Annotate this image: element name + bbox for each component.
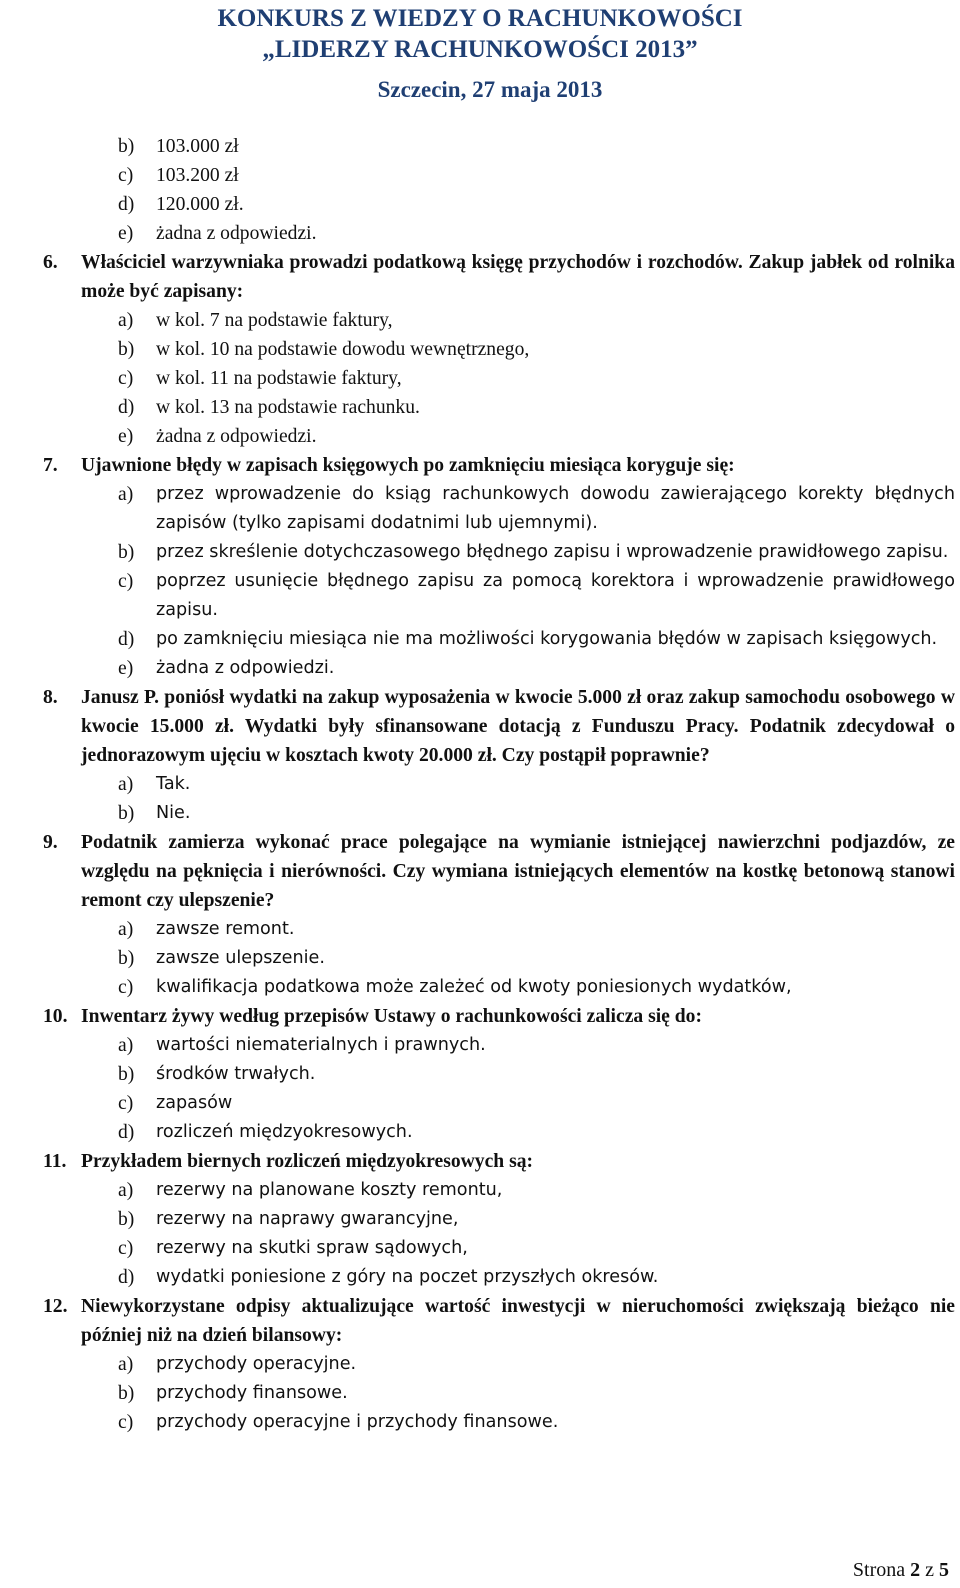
question-9 (0, 828, 960, 1002)
question-text (0, 828, 960, 915)
option-letter: c) (118, 977, 134, 998)
option-letter: b) (118, 542, 135, 563)
current-page-number: 2 (910, 1559, 921, 1581)
option-text: zawsze ulepszenie. (156, 948, 325, 968)
page-footer (853, 1559, 949, 1582)
option-text: środków trwałych. (156, 1064, 316, 1084)
option-letter: b) (118, 948, 135, 969)
answer-option (0, 538, 960, 567)
question-text (0, 1147, 960, 1176)
option-letter: a) (118, 1354, 134, 1375)
answer-option (0, 1263, 960, 1292)
option-letter: e) (118, 223, 134, 244)
option-text: żadna z odpowiedzi. (156, 658, 335, 678)
option-letter: d) (118, 1267, 135, 1288)
option-letter: b) (118, 136, 135, 157)
question-text (0, 1292, 960, 1350)
option-letter: b) (118, 339, 135, 360)
option-text: po zamknięciu miesiąca nie ma możliwości korygowania błędów w zapisach księgowych. (156, 629, 938, 649)
option-text: wydatki poniesione z góry na poczet przyszłych okresów. (156, 1267, 659, 1287)
option-text: wartości niematerialnych i prawnych. (156, 1035, 486, 1055)
option-text: poprzez usunięcie błędnego zapisu za pomocą korektora i wprowadzenie prawidłowego zapisu. (156, 571, 955, 620)
option-text: w kol. 11 na podstawie faktury, (156, 368, 402, 389)
option-letter: e) (118, 426, 134, 447)
answer-option (0, 306, 960, 335)
header-contest-title: KONKURS Z WIEDZY O RACHUNKOWOŚCI (217, 5, 743, 32)
option-letter: d) (118, 194, 135, 215)
option-text: 120.000 zł. (156, 194, 244, 215)
question-text (0, 248, 960, 306)
answer-options (0, 480, 960, 683)
answer-options (0, 1176, 960, 1292)
answer-option (0, 915, 960, 944)
option-text: rozliczeń międzyokresowych. (156, 1122, 413, 1142)
option-letter: c) (118, 571, 134, 592)
question-title: Janusz P. poniósł wydatki na zakup wyposażenia w kwocie 5.000 zł oraz zakup samochodu osobowego w kwocie 15.000 zł. Wydatki były sfinansowane dotacją z Funduszu Pracy. Podatnik zdecydował o jednorazowym ujęciu w kosztach kwoty 20.000 zł. Czy postąpił poprawnie? (81, 687, 955, 766)
option-text: 103.200 zł (156, 165, 239, 186)
total-page-count: 5 (939, 1559, 949, 1581)
answer-option (0, 393, 960, 422)
answer-option (0, 161, 960, 190)
option-text: rezerwy na planowane koszty remontu, (156, 1180, 503, 1200)
question-10 (0, 1002, 960, 1147)
option-letter: a) (118, 774, 134, 795)
answer-option (0, 1089, 960, 1118)
option-text: w kol. 7 na podstawie faktury, (156, 310, 393, 331)
header-place-date: Szczecin, 27 maja 2013 (377, 77, 603, 102)
option-text: przez wprowadzenie do ksiąg rachunkowych dowodu zawierającego korekty błędnych zapisów (tylko zapisami dodatnimi lub ujemnymi). (156, 484, 955, 533)
answer-option (0, 944, 960, 973)
option-text: w kol. 10 na podstawie dowodu wewnętrznego, (156, 339, 530, 360)
page-label: Strona (852, 1559, 911, 1581)
answer-option (0, 1379, 960, 1408)
option-letter: c) (118, 1238, 134, 1259)
option-letter: b) (118, 1383, 135, 1404)
option-text: 103.000 zł (156, 136, 239, 157)
option-letter: e) (118, 658, 134, 679)
question-number: 11. (43, 1151, 67, 1172)
option-text: rezerwy na skutki spraw sądowych, (156, 1238, 468, 1258)
answer-option (0, 625, 960, 654)
option-text: przez skreślenie dotychczasowego błędnego zapisu i wprowadzenie prawidłowego zapisu. (156, 542, 949, 562)
answer-option (0, 567, 960, 625)
answer-option (0, 654, 960, 683)
answer-option (0, 1176, 960, 1205)
option-letter: a) (118, 1035, 134, 1056)
question-number: 6. (43, 252, 58, 273)
option-letter: a) (118, 484, 134, 505)
question-title: Inwentarz żywy według przepisów Ustawy o rachunkowości zalicza się do: (81, 1006, 702, 1027)
page-of-label: z (920, 1559, 939, 1581)
question-text (0, 683, 960, 770)
header-contest-subtitle: „LIDERZY RACHUNKOWOŚCI 2013” (262, 36, 698, 63)
option-letter: a) (118, 919, 134, 940)
option-letter: b) (118, 803, 135, 824)
option-text: przychody operacyjne. (156, 1354, 357, 1374)
option-text: Nie. (156, 803, 191, 823)
question-title: Ujawnione błędy w zapisach księgowych po zamknięciu miesiąca koryguje się: (81, 455, 735, 476)
option-text: żadna z odpowiedzi. (156, 426, 317, 447)
question-8 (0, 683, 960, 828)
answer-options (0, 915, 960, 1002)
answer-option (0, 1350, 960, 1379)
question-7 (0, 451, 960, 683)
question-title: Przykładem biernych rozliczeń międzyokresowych są: (81, 1151, 534, 1172)
option-letter: c) (118, 1093, 134, 1114)
option-letter: d) (118, 1122, 135, 1143)
answer-options (0, 132, 960, 248)
question-number: 10. (43, 1006, 68, 1027)
option-text: zapasów (156, 1093, 233, 1113)
answer-option (0, 973, 960, 1002)
question-6 (0, 248, 960, 451)
question-text (0, 451, 960, 480)
question-text (0, 1002, 960, 1031)
option-letter: b) (118, 1209, 135, 1230)
answer-option (0, 1205, 960, 1234)
question-title: Niewykorzystane odpisy aktualizujące wartość inwestycji w nieruchomości zwiększają bieżąco nie później niż na dzień bilansowy: (81, 1296, 955, 1346)
answer-option (0, 1060, 960, 1089)
question-11 (0, 1147, 960, 1292)
answer-option (0, 422, 960, 451)
question-5-continued (0, 132, 960, 248)
answer-option (0, 1031, 960, 1060)
option-text: kwalifikacja podatkowa może zależeć od kwoty poniesionych wydatków, (156, 977, 792, 997)
question-number: 8. (43, 687, 58, 708)
answer-options (0, 1350, 960, 1437)
answer-option (0, 1234, 960, 1263)
option-letter: a) (118, 1180, 134, 1201)
option-letter: c) (118, 165, 134, 186)
answer-options (0, 770, 960, 828)
question-title: Właściciel warzywniaka prowadzi podatkową księgę przychodów i rozchodów. Zakup jabłek od rolnika może być zapisany: (81, 252, 955, 302)
answer-options (0, 1031, 960, 1147)
answer-option (0, 1118, 960, 1147)
answer-option (0, 480, 960, 538)
answer-option (0, 364, 960, 393)
option-letter: d) (118, 629, 135, 650)
answer-option (0, 132, 960, 161)
option-text: rezerwy na naprawy gwarancyjne, (156, 1209, 459, 1229)
answer-option (0, 219, 960, 248)
answer-option (0, 335, 960, 364)
option-text: zawsze remont. (156, 919, 295, 939)
question-list (0, 132, 960, 1437)
option-letter: a) (118, 310, 134, 331)
question-12 (0, 1292, 960, 1437)
option-text: Tak. (156, 774, 191, 794)
answer-option (0, 1408, 960, 1437)
option-text: przychody operacyjne i przychody finansowe. (156, 1412, 559, 1432)
question-number: 9. (43, 832, 58, 853)
option-text: w kol. 13 na podstawie rachunku. (156, 397, 420, 418)
question-number: 12. (43, 1296, 68, 1317)
option-letter: d) (118, 397, 135, 418)
option-text: przychody finansowe. (156, 1383, 348, 1403)
answer-option (0, 190, 960, 219)
option-letter: b) (118, 1064, 135, 1085)
question-number: 7. (43, 455, 58, 476)
answer-options (0, 306, 960, 451)
answer-option (0, 770, 960, 799)
option-letter: c) (118, 1412, 134, 1433)
question-title: Podatnik zamierza wykonać prace polegające na wymianie istniejącej nawierzchni podjazdów, ze względu na pęknięcia i nierówności. Czy wymiana istniejących elementów na kostkę betonową stanowi remont czy ulepszenie? (81, 832, 955, 911)
option-text: żadna z odpowiedzi. (156, 223, 317, 244)
option-letter: c) (118, 368, 134, 389)
answer-option (0, 799, 960, 828)
